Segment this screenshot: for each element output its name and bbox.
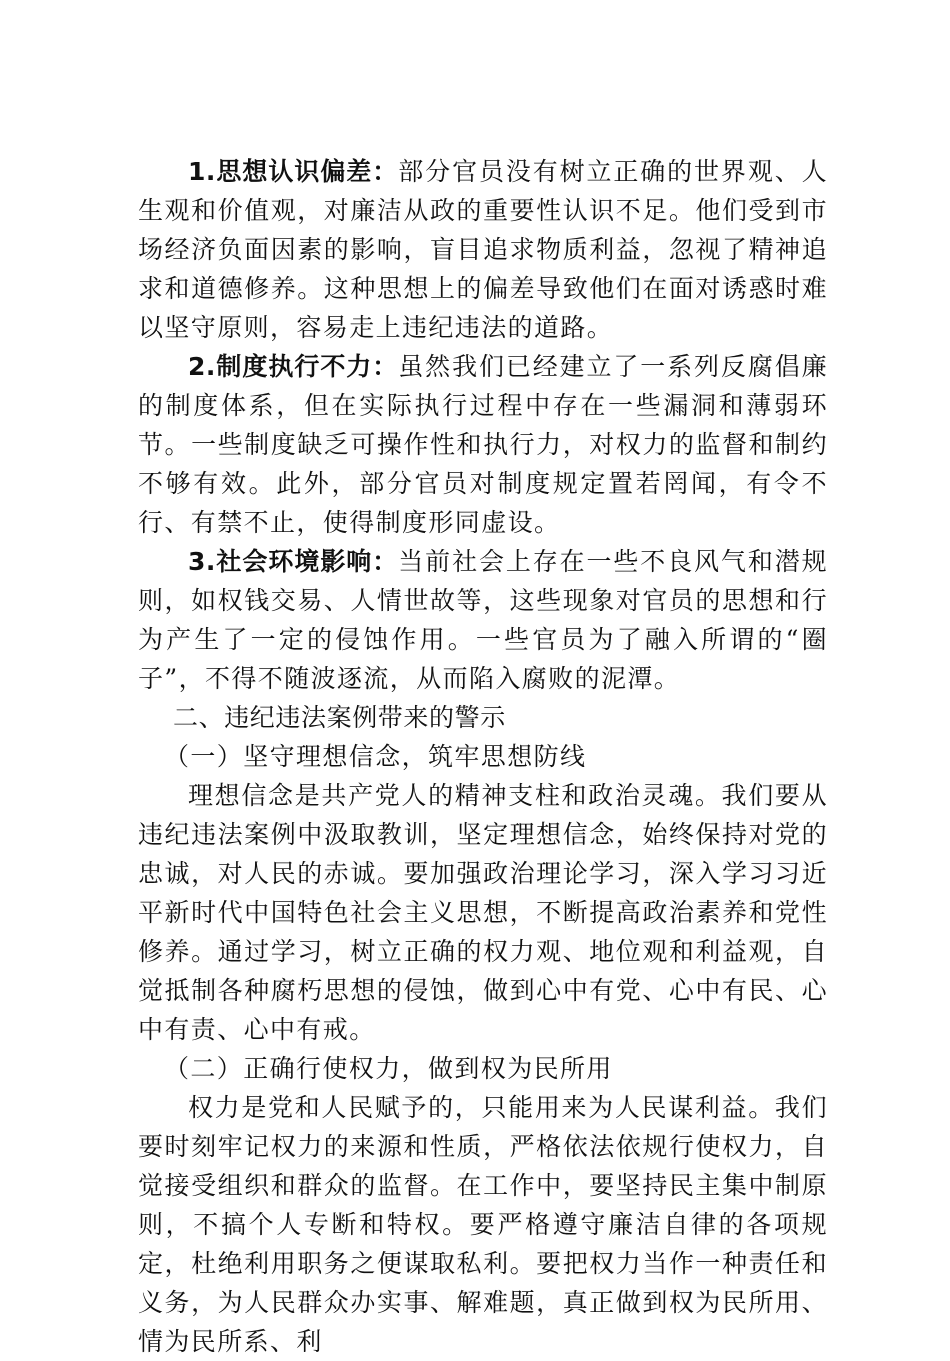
cause-paragraph-3 <box>138 542 828 698</box>
document-body <box>138 152 828 1361</box>
cause-text-1: 部分官员没有树立正确的世界观、人生观和价值观，对廉洁从政的重要性认识不足。他们受到市场经济负面因素的影响，盲目追求物质利益，忽视了精神追求和道德修养。这种思想上的偏差导致他们在面对诱惑时难以坚守原则，容易走上违纪违法的道路。 <box>138 157 828 342</box>
cause-term-2: 2.制度执行不力： <box>188 352 399 381</box>
section-heading: 二、违纪违法案例带来的警示 <box>173 703 506 732</box>
subsection-heading-2: （二）正确行使权力，做到权为民所用 <box>164 1054 613 1083</box>
cause-term-3: 3.社会环境影响： <box>188 547 399 576</box>
subsection-paragraph-2: 权力是党和人民赋予的，只能用来为人民谋利益。我们要时刻牢记权力的来源和性质，严格依法依规行使权力，自觉接受组织和群众的监督。在工作中，要坚持民主集中制原则，不搞个人专断和特权。要严格遵守廉洁自律的各项规定，杜绝利用职务之便谋取私利。要把权力当作一种责任和义务，为人民群众办实事、解难题，真正做到权为民所用、情为民所系、利 <box>138 1093 828 1356</box>
cause-term-1: 1.思想认识偏差： <box>188 157 399 186</box>
cause-text-3: 当前社会上存在一些不良风气和潜规则，如权钱交易、人情世故等，这些现象对官员的思想和行为产生了一定的侵蚀作用。一些官员为了融入所谓的“圈子”，不得不随波逐流，从而陷入腐败的泥潭。 <box>138 547 828 693</box>
cause-paragraph-1 <box>138 152 828 347</box>
cause-paragraph-2 <box>138 347 828 542</box>
subsection-heading-1: （一）坚守理想信念，筑牢思想防线 <box>164 742 587 771</box>
cause-text-2: 虽然我们已经建立了一系列反腐倡廉的制度体系，但在实际执行过程中存在一些漏洞和薄弱环节。一些制度缺乏可操作性和执行力，对权力的监督和制约不够有效。此外，部分官员对制度规定置若罔闻，有令不行、有禁不止，使得制度形同虚设。 <box>138 352 828 537</box>
subsection-paragraph-1: 理想信念是共产党人的精神支柱和政治灵魂。我们要从违纪违法案例中汲取教训，坚定理想信念，始终保持对党的忠诚，对人民的赤诚。要加强政治理论学习，深入学习习近平新时代中国特色社会主义思想，不断提高政治素养和党性修养。通过学习，树立正确的权力观、地位观和利益观，自觉抵制各种腐朽思想的侵蚀，做到心中有党、心中有民、心中有责、心中有戒。 <box>138 781 828 1044</box>
